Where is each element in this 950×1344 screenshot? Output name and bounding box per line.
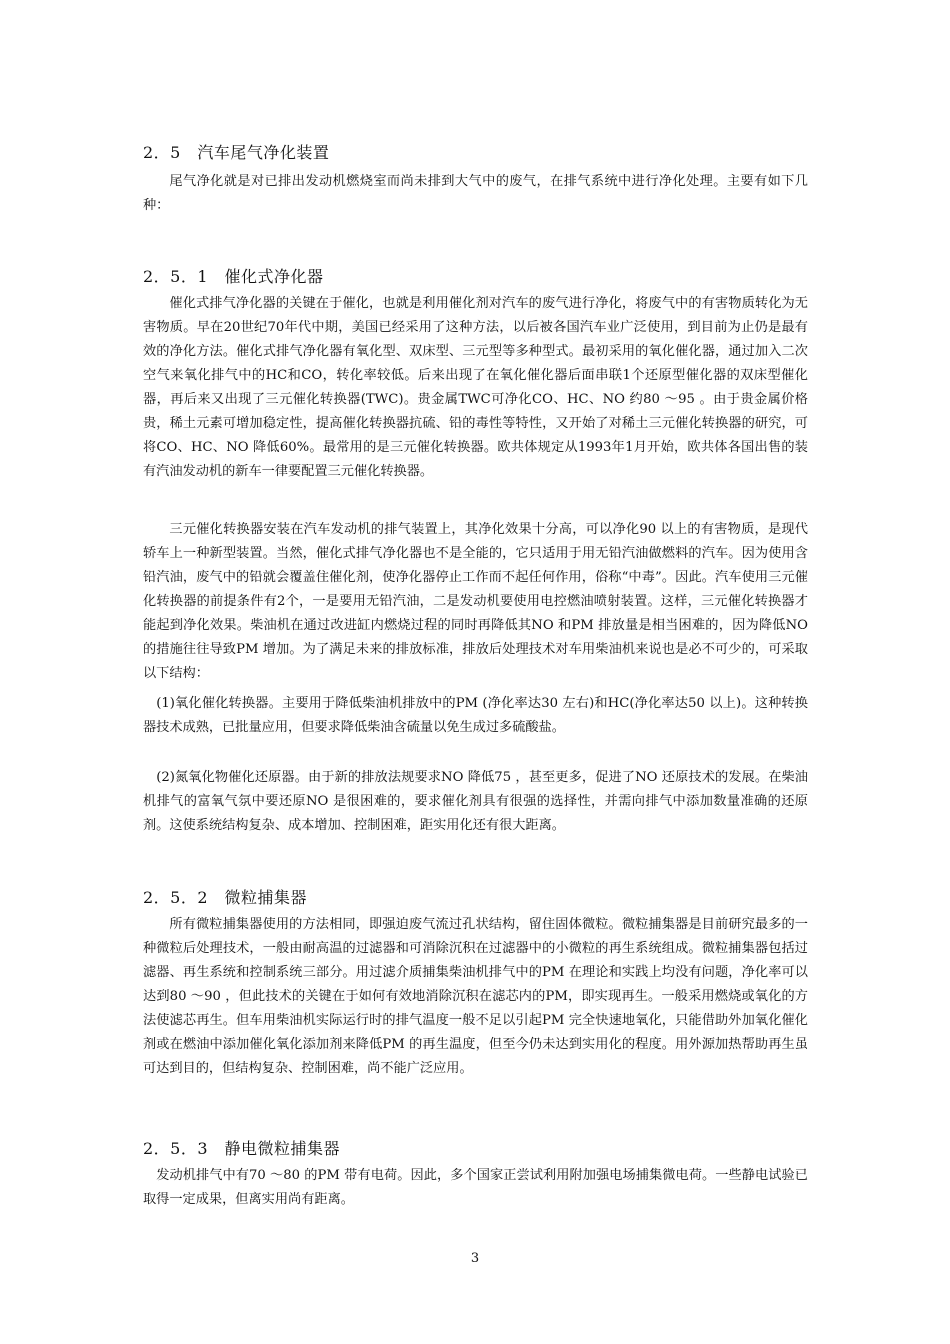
- page-number: 3: [470, 1251, 480, 1266]
- list-item-nox-reducer: (2)氮氧化物催化还原器。由于新的排放法规要求NO 降低75 ，甚至更多，促进了NO 还原技术的发展。在柴油机排气的富氧气氛中要还原NO 是很困难的，要求催化剂具有很强的选择性，并需向排气中添加数量准确的还原剂。这使系统结构复杂、成本增加、控制困难，距实用化还有很大距离。: [143, 770, 808, 833]
- paragraph-electrostatic: 发动机排气中有70 ～80 的PM 带有电荷。因此，多个国家正尝试利用附加强电场捕集微电荷。一些静电试验已取得一定成果，但离实用尚有距离。: [143, 1168, 808, 1207]
- section-heading-2-5-2: 2．5．2 微粒捕集器: [143, 888, 308, 907]
- list-item-oxidation-converter: (1)氧化催化转换器。主要用于降低柴油机排放中的PM (净化率达30 左右)和HC(净化率达50 以上)。这种转换器技术成熟，已批量应用，但要求降低柴油含硫量以免生成过多硫酸盐。: [143, 696, 808, 735]
- section-heading-2-5-3: 2．5．3 静电微粒捕集器: [143, 1139, 341, 1158]
- paragraph-particulate-trap: 所有微粒捕集器使用的方法相同，即强迫废气流过孔状结构，留住固体微粒。微粒捕集器是目前研究最多的一种微粒后处理技术，一般由耐高温的过滤器和可消除沉积在过滤器中的小微粒的再生系统组成。微粒捕集器包括过滤器、再生系统和控制系统三部分。用过滤介质捕集柴油机排气中的PM 在理论和实践上均没有问题，净化率可以达到80 ～90 ，但此技术的关键在于如何有效地消除沉积在滤芯内的PM，即实现再生。一般采用燃烧或氧化的方法使滤芯再生。但车用柴油机实际运行时的排气温度一般不足以引起PM 完全快速地氧化，只能借助外加氧化催化剂或在燃油中添加催化氧化添加剂来降低PM 的再生温度，但至今仍未达到实用化的程度。用外源加热帮助再生虽可达到目的，但结构复杂、控制困难，尚不能广泛应用。: [143, 917, 808, 1076]
- section-heading-2-5: 2．5 汽车尾气净化装置: [143, 143, 330, 162]
- paragraph-catalytic-1: 催化式排气净化器的关键在于催化，也就是利用催化剂对汽车的废气进行净化，将废气中的有害物质转化为无害物质。早在20世纪70年代中期，美国已经采用了这种方法，以后被各国汽车业广泛使用，到目前为止仍是最有效的净化方法。催化式排气净化器有氧化型、双床型、三元型等多种型式。最初采用的氧化催化器，通过加入二次空气来氧化排气中的HC和CO，转化率较低。后来出现了在氧化催化器后面串联1个还原型催化器的双床型催化器，再后来又出现了三元催化转换器(TWC)。贵金属TWC可净化CO、HC、NO 约80 ～95 。由于贵金属价格贵，稀土元素可增加稳定性，提高催化转换器抗硫、铅的毒性等特性，又开始了对稀土三元催化转换器的研究，可将CO、HC、NO 降低60%。最常用的是三元催化转换器。欧共体规定从1993年1月开始，欧共体各国出售的装有汽油发动机的新车一律要配置三元催化转换器。: [143, 296, 808, 479]
- paragraph-catalytic-2: 三元催化转换器安装在汽车发动机的排气装置上，其净化效果十分高，可以净化90 以上的有害物质，是现代轿车上一种新型装置。当然，催化式排气净化器也不是全能的，它只适用于用无铅汽油做燃料的汽车。因为使用含铅汽油，废气中的铅就会覆盖住催化剂，使净化器停止工作而不起任何作用，俗称“中毒”。因此。汽车使用三元催化转换器的前提条件有2个，一是要用无铅汽油，二是发动机要使用电控燃油喷射装置。这样，三元催化转换器才能起到净化效果。柴油机在通过改进缸内燃烧过程的同时再降低其NO 和PM 排放量是相当困难的，因为降低NO 的措施往往导致PM 增加。为了满足未来的排放标准，排放后处理技术对车用柴油机来说也是必不可少的，可采取以下结构：: [143, 522, 808, 681]
- section-heading-2-5-1: 2．5．1 催化式净化器: [143, 267, 324, 286]
- paragraph-intro: 尾气净化就是对已排出发动机燃烧室而尚未排到大气中的废气，在排气系统中进行净化处理。主要有如下几种：: [143, 174, 808, 213]
